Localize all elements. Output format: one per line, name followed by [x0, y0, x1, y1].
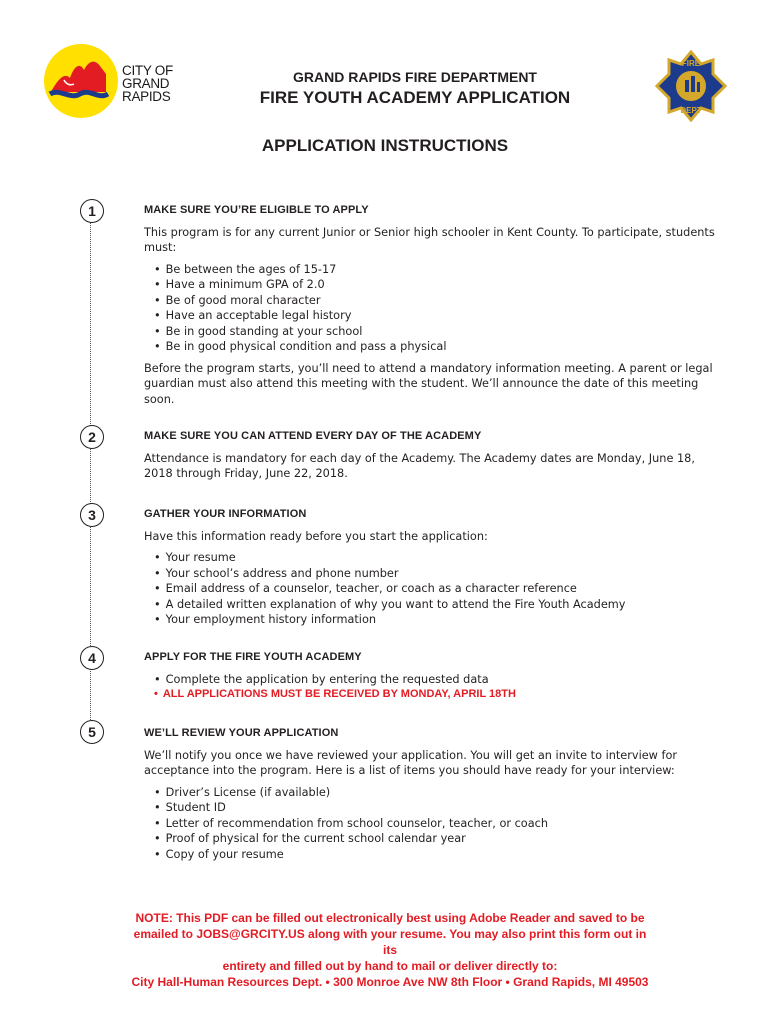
section-gather-info	[144, 507, 724, 634]
list-item: • Your school’s address and phone number	[154, 566, 724, 582]
list-item: • Your employment history information	[154, 612, 724, 628]
list-item: • A detailed written explanation of why you want to attend the Fire Youth Academy	[154, 597, 724, 613]
department-name: GRAND RAPIDS FIRE DEPARTMENT	[293, 69, 537, 85]
city-logo-line-2: GRAND	[122, 76, 170, 91]
list-item: • Complete the application by entering the requested data	[154, 672, 724, 688]
section-title: MAKE SURE YOU’RE ELIGIBLE TO APPLY	[144, 204, 369, 216]
step-number-2: 2	[80, 425, 104, 449]
list-item: • Email address of a counselor, teacher, or coach as a character reference	[154, 581, 724, 597]
page-title: APPLICATION INSTRUCTIONS	[261, 136, 509, 155]
section-attendance	[144, 429, 724, 482]
list-item: • Be in good standing at your school	[154, 324, 724, 340]
section-intro: Attendance is mandatory for each day of the Academy. The Academy dates are Monday, June 18, 2018 through Friday, June 22, 2018.	[144, 451, 695, 480]
section-intro: This program is for any current Junior or Senior high schooler in Kent County. To participate, students must:	[144, 225, 715, 254]
badge-top-text: FIRE	[681, 59, 701, 68]
section-title: MAKE SURE YOU CAN ATTEND EVERY DAY OF THE ACADEMY	[144, 430, 482, 442]
list-item: • Be between the ages of 15-17	[154, 262, 724, 278]
info-list	[154, 550, 724, 628]
apply-list	[154, 672, 724, 703]
eligibility-list	[154, 262, 724, 355]
section-review	[144, 726, 724, 868]
step-number-1: 1	[80, 199, 104, 223]
section-apply	[144, 650, 724, 709]
section-intro: Have this information ready before you start the application:	[144, 529, 488, 543]
list-item: • Your resume	[154, 550, 724, 566]
submission-note	[130, 910, 650, 990]
deadline-notice: • ALL APPLICATIONS MUST BE RECEIVED BY MONDAY, APRIL 18TH	[154, 687, 724, 703]
list-item: • Proof of physical for the current school calendar year	[154, 831, 724, 847]
city-logo-line-1: CITY OF	[122, 63, 173, 78]
step-number-5: 5	[80, 720, 104, 744]
list-item: • Have a minimum GPA of 2.0	[154, 277, 724, 293]
section-outro: Before the program starts, you’ll need to attend a mandatory information meeting. A parent or legal guardian must also attend this meeting with the student. We’ll announce the date of this meeting soon.	[144, 361, 713, 406]
list-item: • Copy of your resume	[154, 847, 724, 863]
list-item: • Letter of recommendation from school counselor, teacher, or coach	[154, 816, 724, 832]
application-title: FIRE YOUTH ACADEMY APPLICATION	[259, 88, 571, 107]
step-number-3: 3	[80, 503, 104, 527]
note-line-1: NOTE: This PDF can be filled out electronically best using Adobe Reader and saved to be	[135, 911, 645, 925]
list-item: • Be in good physical condition and pass a physical	[154, 339, 724, 355]
section-title: APPLY FOR THE FIRE YOUTH ACADEMY	[144, 651, 362, 663]
section-title: GATHER YOUR INFORMATION	[144, 508, 307, 520]
city-logo-line-3: RAPIDS	[122, 89, 171, 104]
note-line-4: City Hall-Human Resources Dept. • 300 Monroe Ave NW 8th Floor • Grand Rapids, MI 49503	[131, 975, 649, 989]
section-eligibility	[144, 203, 724, 407]
note-line-3: entirety and filled out by hand to mail or deliver directly to:	[222, 959, 558, 973]
list-item: • Have an acceptable legal history	[154, 308, 724, 324]
section-intro: We’ll notify you once we have reviewed your application. You will get an invite to interview for acceptance into the program. Here is a list of items you should have ready for your interview:	[144, 748, 678, 777]
list-item: • Driver’s License (if available)	[154, 785, 724, 801]
badge-bottom-text: DEPT	[680, 106, 702, 115]
list-item: • Student ID	[154, 800, 724, 816]
step-number-4: 4	[80, 646, 104, 670]
fire-dept-badge	[655, 50, 727, 122]
section-title: WE’LL REVIEW YOUR APPLICATION	[144, 727, 339, 739]
interview-list	[154, 785, 724, 863]
note-line-2: emailed to JOBS@GRCITY.US along with your resume. You may also print this form out in its	[133, 927, 647, 957]
maltese-cross-icon	[655, 50, 727, 122]
list-item: • Be of good moral character	[154, 293, 724, 309]
